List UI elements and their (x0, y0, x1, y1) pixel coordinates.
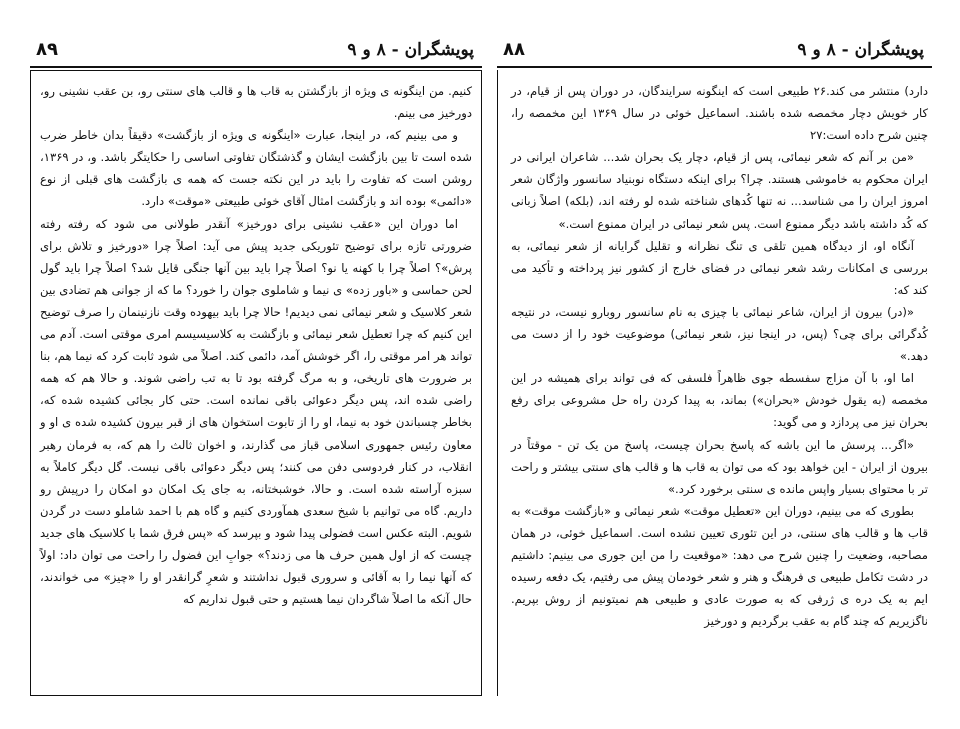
body-text (40, 80, 472, 610)
quote-paragraph: «اگر... پرسش ما این باشه که پاسخ بحران چیست، پاسخ من یک تن - موقتاً در بیرون از ایران - این خواهد بود که می توان به قاب ها و قالب های سنتی بیشتر و راحت تر با محتوای بسیار واپس مانده ی سنتی برخورد کرد.» (511, 437, 928, 496)
paragraph: دارد) منتشر می کند.۲۶ طبیعی است که اینگونه سرایندگان، در دوران پس از قیام، در کار خویش دچار مخمصه شده باشند. اسماعیل خوئی در سال ۱۳۶۹ این مخمصه را، چنین شرح داده است:۲۷ (511, 84, 929, 143)
page-header (497, 38, 932, 68)
page-number: ۸۸ (503, 39, 525, 60)
page-header (30, 38, 482, 68)
page-number: ۸۹ (36, 39, 58, 60)
quote-paragraph: «(در) بیرون از ایران، شاعر نیمائی با چیزی به نام سانسور روبارو نیست، در نتیجه کُدگرائی برای چی؟ (پس، در اینجا نیز، شعر نیمائی) موضوعیت خود را از دست می دهد.» (511, 304, 928, 364)
left-page (30, 0, 482, 729)
body-text (511, 80, 928, 632)
paragraph: اما دوران این «عقب نشینی برای دورخیز» آنقدر طولانی می شود که رفته رفته ضرورتی تازه برای توضیح تئوریکی جدید پیش می آید: اصلاً چرا «دورخیز و تلاش برای پرش»؟ اصلاً چرا با کهنه یا نو؟ اصلاً چرا باید بین آنها جنگی قایل شد؟ اصلاً چرا باید گول لحن حماسی و «باور زده» ی نیما و شاملوی جوان را خورد؟ ما که از جوانی هم تضادی بین شعر کلاسیک و شعر نیمائی نمی دیدیم! حالا چرا باید بیهوده وقت نازنینمان را صرف توضیح این کنیم که چرا تعطیل شعر نیمائی و بازگشت به کلاسیسیسم امری موقتی است. آدم می تواند هر امر موقتی را، اگر خوشش آمد، دائمی کند. اصلاً می شود ثابت کرد که نیما هم، بنا بر ضرورت های تاریخی، و به مرگ گرفته بود تا به تب راضی شوند. و حالا هم که همه راضی شده اند، پس دیگر دعوائی باقی نمانده است. حتی کار بجائی کشیده شده که، بخاطر چسباندن خود به نیما، او را از تابوت استخوان های از قبر بیرون کشیده شده ی او و معاون رئیس جمهوری اسلامی قباز می گذارند، و اخوان ثالث را هم که، به فرمان رهبر انقلاب، در کنار فردوسی دفن می کنند؛ پس دیگر دعوائی باقی نیست. گل دیگر کاملاً به سبزه آراسته شده است. و حالا، خوشبختانه، به جای یک امکان دو امکان را درپیش رو داریم. گاه می توانیم با شیخ سعدی همآوردی کنیم و گاه هم با احمد شاملو دست در گردن شویم. البته عکس است فضولی پیدا شود و بپرسد که «پس فرق شما با کلاسیک های جدید چیست که از اول همین حرف ها می زدند؟» جوابِ این فضول را راحت می توان داد: اولاً که آنها نیما را به آقائی و سروری قبول نداشتند و شعرِ گرانقدر او را «چیز» می خواندند، حال آنکه ما اصلاً شاگردان نیما هستیم و حتی قبول نداریم که (40, 216, 472, 607)
quote-paragraph: «من بر آنم که شعر نیمائی، پس از قیام، دچار یک بحران شد... شاعران ایرانی در ایران محکوم به خاموشی هستند. چرا؟ برای اینکه دستگاه نوبنیاد سانسور واژگان شعر امروز ایران را می شناسد... نه تنها کُدهای شناخته شده لو رفته اند، (بلکه) اصلاً زبانی که کُد داشته باشد دیگر ممنوع است. پس شعر نیمائی در ایران ممنوع است.» (511, 150, 928, 231)
running-head: پویشگران - ۸ و ۹ (347, 40, 474, 60)
paragraph: و می بینیم که، در اینجا، عبارت «اینگونه ی ویژه از بازگشت» دقیقاً بدان خاطر ضرب شده است تا بین بازگشت ایشان و گذشتگان تفاوتی اساسی را حکایتگر باشد. و، در ۱۳۶۹، روشن است که تفاوت را باید در این نکته جست که همه ی بازگشت های قبلی از نوع «دائمی» بوده اند و بازگشت امثال آقای خوئی طبیعتی «موقت» دارد. (40, 128, 472, 209)
paragraph: بطوری که می بینیم، دوران این «تعطیل موقت» شعر نیمائی و «بازگشت موقت» به قاب ها و قالب های سنتی، در این تئوری تعیین نشده است. اسماعیل خوئی، در همان مصاحبه، وضعیت را چنین شرح می دهد: «موقعیت را من این جوری می بینیم: داشتیم در دشت تکامل طبیعی ی فرهنگ و هنر و شعر خودمان پیش می رفتیم، یک دفعه رسیده ایم به یک دره ی ژرفی که به صورت عادی و طبیعی هم نمیتونیم از روش بپریم. ناگزیریم که چند گام به عقب برگردیم و دورخیز (511, 503, 928, 629)
right-page (497, 0, 932, 729)
paragraph: اما او، با آن مزاج سفسطه جوی ظاهراً فلسفی که فی تواند برای همیشه در این مخمصه (به یقول خودش «بحران») بماند، به پیدا کردن راه حل مشروعی برای رفع بحران نیز می پردازد و می گوید: (511, 371, 928, 430)
running-head: پویشگران - ۸ و ۹ (797, 40, 924, 60)
paragraph: آنگاه او، از دیدگاه همین تلقی ی تنگ نظرانه و تقلیل گرایانه از شعر نیمائی، به بررسی ی امکانات رشد شعر نیمائی در فضای خارج از کشور نیز پرداخته و تأکید می کند که: (511, 238, 928, 297)
paragraph: کنیم. من اینگونه ی ویژه از بازگشتن به قاب ها و قالب های سنتی رو، بن عقب نشینی رو، دورخیز می بینم. (40, 84, 472, 121)
